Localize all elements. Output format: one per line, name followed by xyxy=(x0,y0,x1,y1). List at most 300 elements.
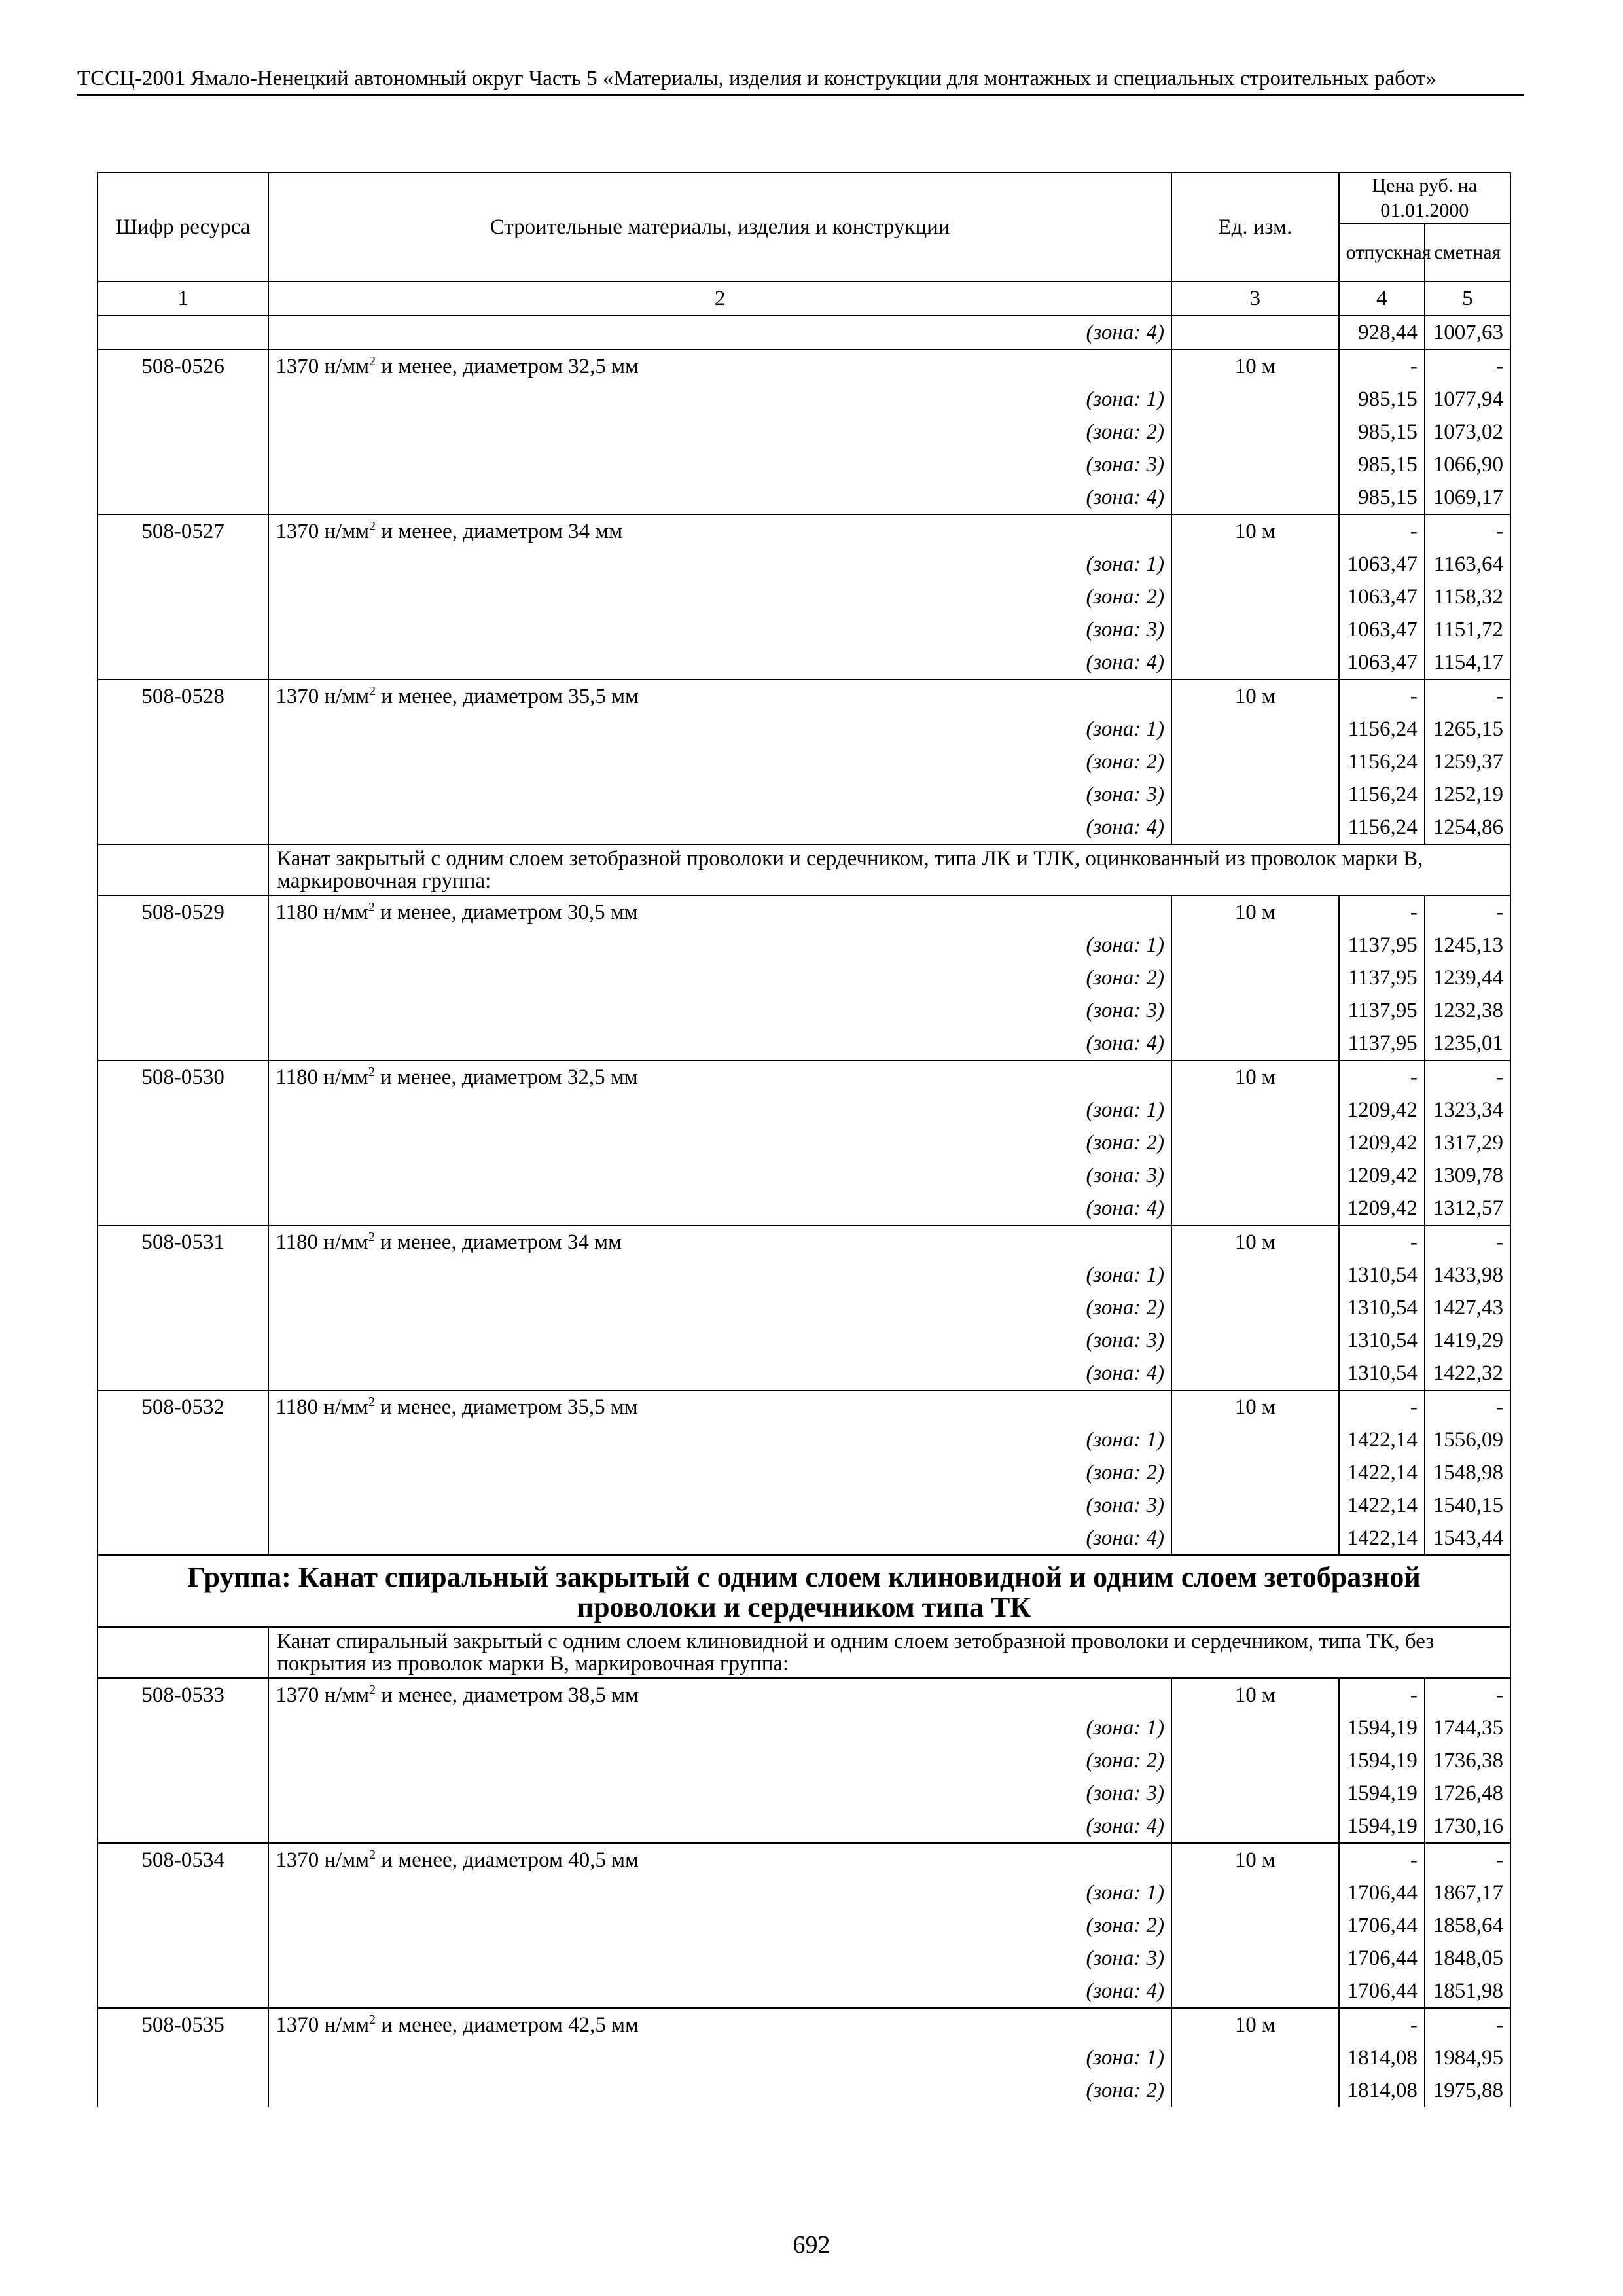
item-name-rest: и менее, диаметром 35,5 мм xyxy=(374,1395,638,1419)
price-estimate: - xyxy=(1425,1225,1510,1259)
item-name-rest: и менее, диаметром 40,5 мм xyxy=(376,1848,639,1872)
zone-label: (зона: 4) xyxy=(268,811,1171,844)
price-estimate: 1265,15 xyxy=(1425,713,1510,745)
price-release: - xyxy=(1339,2008,1425,2041)
empty-cell xyxy=(98,1192,268,1225)
price-estimate: 1422,32 xyxy=(1425,1357,1510,1390)
header-price-group: Цена руб. на 01.01.2000 xyxy=(1339,173,1510,224)
empty-cell xyxy=(98,929,268,961)
empty-cell xyxy=(1171,1975,1339,2008)
empty-cell xyxy=(98,1259,268,1291)
price-estimate: 1309,78 xyxy=(1425,1159,1510,1192)
empty-cell xyxy=(1171,1810,1339,1843)
zone-row xyxy=(98,1942,1510,1975)
price-release: 1137,95 xyxy=(1339,994,1425,1027)
price-release: 1422,14 xyxy=(1339,1456,1425,1489)
price-estimate: 1556,09 xyxy=(1425,1424,1510,1456)
zone-row xyxy=(98,1159,1510,1192)
price-release: 1209,42 xyxy=(1339,1094,1425,1126)
zone-row xyxy=(98,745,1510,778)
price-estimate: 1232,38 xyxy=(1425,994,1510,1027)
zone-row xyxy=(98,1424,1510,1456)
zone-label: (зона: 2) xyxy=(268,416,1171,448)
price-estimate: 1235,01 xyxy=(1425,1027,1510,1060)
price-estimate: 1427,43 xyxy=(1425,1291,1510,1324)
unit-superscript: 2 xyxy=(369,519,376,533)
item-name-strength: 1370 н/мм xyxy=(276,685,370,708)
resource-code: 508-0533 xyxy=(98,1678,268,1712)
empty-cell xyxy=(98,416,268,448)
zone-label: (зона: 3) xyxy=(268,994,1171,1027)
empty-cell xyxy=(1171,1259,1339,1291)
price-estimate: 1736,38 xyxy=(1425,1744,1510,1777)
price-estimate: 1975,88 xyxy=(1425,2074,1510,2107)
price-estimate: 1744,35 xyxy=(1425,1712,1510,1744)
empty-cell xyxy=(1171,1126,1339,1159)
header-col-number: 3 xyxy=(1171,281,1339,315)
empty-cell xyxy=(98,1424,268,1456)
empty-cell xyxy=(98,994,268,1027)
price-release: - xyxy=(1339,1225,1425,1259)
unit-superscript: 2 xyxy=(368,1395,375,1409)
empty-cell xyxy=(98,448,268,481)
empty-cell xyxy=(98,1744,268,1777)
zone-label: (зона: 1) xyxy=(268,1094,1171,1126)
price-release: 1063,47 xyxy=(1339,548,1425,581)
zone-label: (зона: 4) xyxy=(268,646,1171,679)
header-name: Строительные материалы, изделия и конструкции xyxy=(268,173,1171,281)
price-estimate: - xyxy=(1425,1060,1510,1094)
item-row xyxy=(98,1060,1510,1094)
empty-cell xyxy=(98,646,268,679)
price-release: 1706,44 xyxy=(1339,1876,1425,1909)
price-estimate: - xyxy=(1425,1390,1510,1424)
price-release: 1156,24 xyxy=(1339,778,1425,811)
zone-row xyxy=(98,416,1510,448)
zone-row xyxy=(98,1522,1510,1555)
empty-cell xyxy=(1171,2041,1339,2074)
zone-row xyxy=(98,448,1510,481)
item-name-strength: 1370 н/мм xyxy=(276,520,370,543)
item-name-strength: 1370 н/мм xyxy=(276,1683,370,1707)
zone-row xyxy=(98,1094,1510,1126)
group-title: Группа: Канат спиральный закрытый с одним слоем клиновидной и одним слоем зетобразной проволоки и сердечником типа ТК xyxy=(98,1555,1510,1627)
zone-label: (зона: 4) xyxy=(268,315,1171,350)
zone-row xyxy=(98,1192,1510,1225)
unit-of-measure: 10 м xyxy=(1171,2008,1339,2041)
zone-label: (зона: 4) xyxy=(268,481,1171,514)
price-release: 1594,19 xyxy=(1339,1777,1425,1810)
empty-cell xyxy=(1171,811,1339,844)
price-estimate: 1151,72 xyxy=(1425,613,1510,646)
price-release: 1594,19 xyxy=(1339,1810,1425,1843)
zone-row xyxy=(98,1975,1510,2008)
empty-cell xyxy=(98,1975,268,2008)
item-name xyxy=(268,895,1171,929)
note-text: Канат закрытый с одним слоем зетобразной проволоки и сердечником, типа ЛК и ТЛК, оцинкованный из проволок марки В, маркировочная группа: xyxy=(268,844,1510,895)
item-name-strength: 1370 н/мм xyxy=(276,2013,370,2037)
empty-cell xyxy=(98,1324,268,1357)
price-release: 985,15 xyxy=(1339,481,1425,514)
empty-cell xyxy=(1171,448,1339,481)
empty-cell xyxy=(1171,1094,1339,1126)
zone-label: (зона: 2) xyxy=(268,961,1171,994)
zone-label: (зона: 4) xyxy=(268,1027,1171,1060)
item-row xyxy=(98,514,1510,548)
unit-superscript: 2 xyxy=(368,900,375,914)
price-estimate: 1252,19 xyxy=(1425,778,1510,811)
unit-of-measure: 10 м xyxy=(1171,514,1339,548)
price-release: 1594,19 xyxy=(1339,1712,1425,1744)
price-release: 1706,44 xyxy=(1339,1909,1425,1942)
price-estimate: 1073,02 xyxy=(1425,416,1510,448)
empty-cell xyxy=(1171,481,1339,514)
price-estimate: - xyxy=(1425,1678,1510,1712)
zone-row xyxy=(98,1744,1510,1777)
empty-cell xyxy=(1171,994,1339,1027)
price-release: 1209,42 xyxy=(1339,1126,1425,1159)
item-name-rest: и менее, диаметром 30,5 мм xyxy=(374,901,638,924)
zone-row xyxy=(98,581,1510,613)
item-name xyxy=(268,679,1171,713)
empty-cell xyxy=(98,1159,268,1192)
price-release: - xyxy=(1339,1060,1425,1094)
empty-cell xyxy=(98,713,268,745)
empty-cell xyxy=(1171,1357,1339,1390)
zone-label: (зона: 4) xyxy=(268,1192,1171,1225)
price-release: 1063,47 xyxy=(1339,646,1425,679)
price-release: - xyxy=(1339,1678,1425,1712)
resource-code: 508-0534 xyxy=(98,1843,268,1876)
item-name-strength: 1180 н/мм xyxy=(276,901,368,924)
price-estimate: 1163,64 xyxy=(1425,548,1510,581)
resource-code: 508-0528 xyxy=(98,679,268,713)
header-col-number: 5 xyxy=(1425,281,1510,315)
price-release: 1156,24 xyxy=(1339,811,1425,844)
empty-cell xyxy=(98,1291,268,1324)
zone-label: (зона: 2) xyxy=(268,745,1171,778)
empty-cell xyxy=(98,1126,268,1159)
header-price-release: отпускная xyxy=(1339,224,1425,281)
header-col-number: 4 xyxy=(1339,281,1425,315)
price-release: - xyxy=(1339,1843,1425,1876)
price-estimate: 1984,95 xyxy=(1425,2041,1510,2074)
item-name-strength: 1370 н/мм xyxy=(276,1848,370,1872)
zone-label: (зона: 3) xyxy=(268,1159,1171,1192)
empty-cell xyxy=(98,1909,268,1942)
item-name-rest: и менее, диаметром 32,5 мм xyxy=(376,355,639,378)
price-release: 1814,08 xyxy=(1339,2074,1425,2107)
empty-cell xyxy=(98,383,268,416)
zone-row xyxy=(98,994,1510,1027)
zone-row xyxy=(98,613,1510,646)
unit-of-measure: 10 м xyxy=(1171,1678,1339,1712)
zone-label: (зона: 4) xyxy=(268,1975,1171,2008)
price-release: - xyxy=(1339,350,1425,383)
unit-of-measure: 10 м xyxy=(1171,1060,1339,1094)
price-release: 1814,08 xyxy=(1339,2041,1425,2074)
empty-cell xyxy=(1171,646,1339,679)
price-release: 1422,14 xyxy=(1339,1489,1425,1522)
zone-label: (зона: 2) xyxy=(268,1456,1171,1489)
zone-row xyxy=(98,1909,1510,1942)
price-estimate: 1254,86 xyxy=(1425,811,1510,844)
unit-of-measure: 10 м xyxy=(1171,895,1339,929)
zone-row xyxy=(98,778,1510,811)
zone-row xyxy=(98,2074,1510,2107)
unit-of-measure: 10 м xyxy=(1171,1225,1339,1259)
price-estimate: 1007,63 xyxy=(1425,315,1510,350)
empty-cell xyxy=(1171,613,1339,646)
empty-cell xyxy=(1171,1159,1339,1192)
zone-label: (зона: 1) xyxy=(268,2041,1171,2074)
page-number: 692 xyxy=(793,2231,830,2259)
running-head: ТССЦ-2001 Ямало-Ненецкий автономный округ Часть 5 «Материалы, изделия и конструкции для монтажных и специальных строительных работ» xyxy=(77,65,1524,96)
empty-cell xyxy=(1171,1324,1339,1357)
resource-code: 508-0535 xyxy=(98,2008,268,2041)
item-name-rest: и менее, диаметром 34 мм xyxy=(376,520,623,543)
price-release: 985,15 xyxy=(1339,383,1425,416)
price-release: 1422,14 xyxy=(1339,1424,1425,1456)
price-estimate: - xyxy=(1425,514,1510,548)
unit-superscript: 2 xyxy=(369,1848,376,1862)
zone-label: (зона: 2) xyxy=(268,1126,1171,1159)
price-estimate: - xyxy=(1425,2008,1510,2041)
zone-label: (зона: 1) xyxy=(268,713,1171,745)
price-release: 1156,24 xyxy=(1339,713,1425,745)
unit-superscript: 2 xyxy=(369,684,376,698)
zone-label: (зона: 1) xyxy=(268,1259,1171,1291)
empty-cell xyxy=(1171,1291,1339,1324)
zone-row xyxy=(98,548,1510,581)
price-release: - xyxy=(1339,514,1425,548)
zone-label: (зона: 3) xyxy=(268,613,1171,646)
empty-cell xyxy=(98,745,268,778)
item-name-strength: 1370 н/мм xyxy=(276,355,370,378)
empty-cell xyxy=(98,1456,268,1489)
empty-cell xyxy=(1171,1777,1339,1810)
resource-code: 508-0527 xyxy=(98,514,268,548)
resource-code: 508-0531 xyxy=(98,1225,268,1259)
price-estimate: 1154,17 xyxy=(1425,646,1510,679)
header-col-number: 1 xyxy=(98,281,268,315)
empty-cell xyxy=(1171,713,1339,745)
zone-label: (зона: 1) xyxy=(268,1712,1171,1744)
unit-superscript: 2 xyxy=(369,354,376,368)
note-text: Канат спиральный закрытый с одним слоем клиновидной и одним слоем зетобразной проволоки и сердечником, типа ТК, без покрытия из проволок марки В, маркировочная группа: xyxy=(268,1627,1510,1678)
zone-label: (зона: 2) xyxy=(268,1291,1171,1324)
item-row xyxy=(98,1843,1510,1876)
zone-row xyxy=(98,1712,1510,1744)
price-release: 1063,47 xyxy=(1339,613,1425,646)
zone-row xyxy=(98,1324,1510,1357)
price-estimate: 1730,16 xyxy=(1425,1810,1510,1843)
carry-over-row xyxy=(98,315,1510,350)
item-name-strength: 1180 н/мм xyxy=(276,1230,368,1254)
zone-label: (зона: 2) xyxy=(268,581,1171,613)
empty-cell xyxy=(98,1777,268,1810)
price-release: 1209,42 xyxy=(1339,1159,1425,1192)
price-estimate: 1419,29 xyxy=(1425,1324,1510,1357)
empty-cell xyxy=(1171,961,1339,994)
item-row xyxy=(98,1678,1510,1712)
zone-row xyxy=(98,1489,1510,1522)
empty-cell xyxy=(98,778,268,811)
item-name-strength: 1180 н/мм xyxy=(276,1066,368,1089)
zone-row xyxy=(98,1027,1510,1060)
price-estimate: 1259,37 xyxy=(1425,745,1510,778)
empty-cell xyxy=(98,581,268,613)
item-name xyxy=(268,1678,1171,1712)
zone-row xyxy=(98,2041,1510,2074)
item-row xyxy=(98,679,1510,713)
price-estimate: 1548,98 xyxy=(1425,1456,1510,1489)
price-release: 985,15 xyxy=(1339,416,1425,448)
header-unit: Ед. изм. xyxy=(1171,173,1339,281)
zone-row xyxy=(98,1126,1510,1159)
item-name-rest: и менее, диаметром 35,5 мм xyxy=(376,685,639,708)
price-release: - xyxy=(1339,895,1425,929)
note-row xyxy=(98,1627,1510,1678)
price-release: 1310,54 xyxy=(1339,1324,1425,1357)
price-release: 1422,14 xyxy=(1339,1522,1425,1555)
price-estimate: - xyxy=(1425,679,1510,713)
zone-label: (зона: 2) xyxy=(268,1744,1171,1777)
price-estimate: 1158,32 xyxy=(1425,581,1510,613)
empty-cell xyxy=(98,548,268,581)
table-body xyxy=(98,315,1510,2107)
price-estimate: 1851,98 xyxy=(1425,1975,1510,2008)
price-table xyxy=(97,172,1511,2107)
item-name xyxy=(268,1390,1171,1424)
item-name xyxy=(268,2008,1171,2041)
table-header xyxy=(98,173,1510,315)
empty-cell xyxy=(98,1876,268,1909)
price-release: 1706,44 xyxy=(1339,1975,1425,2008)
unit-superscript: 2 xyxy=(369,2013,376,2027)
empty-cell xyxy=(1171,383,1339,416)
zone-row xyxy=(98,1777,1510,1810)
empty-cell xyxy=(98,961,268,994)
empty-cell xyxy=(1171,1876,1339,1909)
price-estimate: 1239,44 xyxy=(1425,961,1510,994)
price-release: 1594,19 xyxy=(1339,1744,1425,1777)
price-release: - xyxy=(1339,679,1425,713)
item-name-rest: и менее, диаметром 32,5 мм xyxy=(374,1066,638,1089)
empty-cell xyxy=(1171,1942,1339,1975)
item-name-rest: и менее, диаметром 34 мм xyxy=(374,1230,622,1254)
zone-row xyxy=(98,929,1510,961)
price-release: 1137,95 xyxy=(1339,929,1425,961)
item-row xyxy=(98,895,1510,929)
empty-cell xyxy=(98,1027,268,1060)
item-name-rest: и менее, диаметром 38,5 мм xyxy=(376,1683,639,1707)
zone-label: (зона: 4) xyxy=(268,1810,1171,1843)
price-release: 1310,54 xyxy=(1339,1357,1425,1390)
empty-cell xyxy=(1171,1456,1339,1489)
item-row xyxy=(98,1225,1510,1259)
empty-cell xyxy=(1171,1744,1339,1777)
resource-code: 508-0530 xyxy=(98,1060,268,1094)
price-estimate: 1077,94 xyxy=(1425,383,1510,416)
empty-cell xyxy=(1171,1909,1339,1942)
zone-label: (зона: 1) xyxy=(268,1424,1171,1456)
empty-cell xyxy=(98,1489,268,1522)
price-estimate: 1726,48 xyxy=(1425,1777,1510,1810)
group-row xyxy=(98,1555,1510,1627)
price-estimate: 1312,57 xyxy=(1425,1192,1510,1225)
zone-label: (зона: 3) xyxy=(268,1489,1171,1522)
zone-row xyxy=(98,1259,1510,1291)
empty-cell xyxy=(98,1094,268,1126)
item-name xyxy=(268,350,1171,383)
price-release: 1310,54 xyxy=(1339,1291,1425,1324)
unit-of-measure: 10 м xyxy=(1171,679,1339,713)
empty-cell xyxy=(98,1810,268,1843)
zone-row xyxy=(98,1357,1510,1390)
item-name xyxy=(268,1225,1171,1259)
zone-row xyxy=(98,1291,1510,1324)
price-release: 1063,47 xyxy=(1339,581,1425,613)
empty-cell xyxy=(98,2074,268,2107)
price-release: 928,44 xyxy=(1339,315,1425,350)
empty-cell xyxy=(98,1942,268,1975)
empty-cell xyxy=(98,1522,268,1555)
zone-row xyxy=(98,646,1510,679)
zone-row xyxy=(98,1810,1510,1843)
zone-label: (зона: 1) xyxy=(268,548,1171,581)
price-estimate: 1858,64 xyxy=(1425,1909,1510,1942)
zone-label: (зона: 3) xyxy=(268,1324,1171,1357)
resource-code: 508-0532 xyxy=(98,1390,268,1424)
header-col-number: 2 xyxy=(268,281,1171,315)
zone-label: (зона: 4) xyxy=(268,1357,1171,1390)
empty-cell xyxy=(1171,1424,1339,1456)
price-estimate: 1540,15 xyxy=(1425,1489,1510,1522)
empty-cell xyxy=(98,613,268,646)
zone-row xyxy=(98,383,1510,416)
zone-row xyxy=(98,1876,1510,1909)
resource-code: 508-0526 xyxy=(98,350,268,383)
zone-label: (зона: 2) xyxy=(268,1909,1171,1942)
unit-superscript: 2 xyxy=(368,1230,375,1244)
unit-of-measure: 10 м xyxy=(1171,1843,1339,1876)
empty-cell xyxy=(1171,1712,1339,1744)
unit-superscript: 2 xyxy=(369,1683,376,1697)
zone-label: (зона: 1) xyxy=(268,929,1171,961)
price-estimate: 1323,34 xyxy=(1425,1094,1510,1126)
price-estimate: - xyxy=(1425,350,1510,383)
unit-superscript: 2 xyxy=(368,1065,375,1079)
price-estimate: 1543,44 xyxy=(1425,1522,1510,1555)
item-name xyxy=(268,1060,1171,1094)
item-row xyxy=(98,350,1510,383)
empty-cell xyxy=(98,1712,268,1744)
price-release: 1137,95 xyxy=(1339,1027,1425,1060)
empty-cell xyxy=(1171,1489,1339,1522)
price-estimate: - xyxy=(1425,1843,1510,1876)
price-estimate: 1245,13 xyxy=(1425,929,1510,961)
item-name xyxy=(268,1843,1171,1876)
price-release: 1137,95 xyxy=(1339,961,1425,994)
header-cipher: Шифр ресурса xyxy=(98,173,268,281)
zone-label: (зона: 3) xyxy=(268,1777,1171,1810)
header-price-estimate: сметная xyxy=(1425,224,1510,281)
zone-label: (зона: 1) xyxy=(268,383,1171,416)
empty-cell xyxy=(1171,2074,1339,2107)
item-name-strength: 1180 н/мм xyxy=(276,1395,368,1419)
unit-of-measure: 10 м xyxy=(1171,350,1339,383)
